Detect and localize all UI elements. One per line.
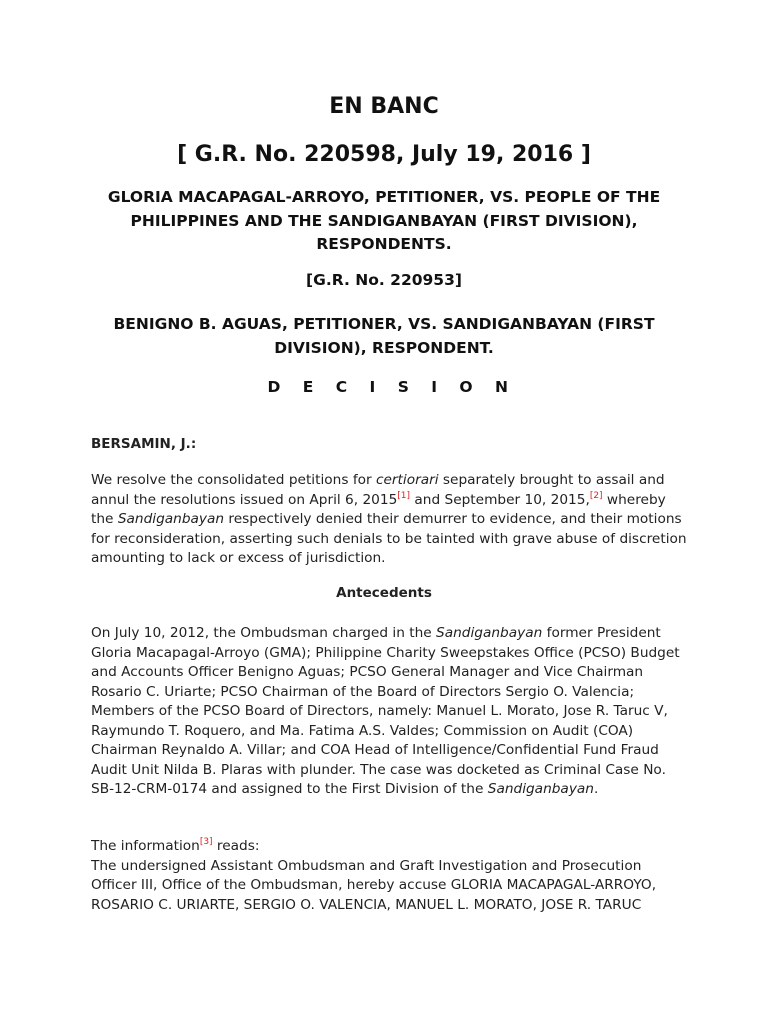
case-parties-2: BENIGNO B. AGUAS, PETITIONER, VS. SANDIGANBAYAN (FIRST DIVISION), RESPONDENT. <box>113 315 655 357</box>
information-text: The undersigned Assistant Ombudsman and Graft Investigation and Prosecution Officer III, Office of the Ombudsman, hereby accuse GLORIA MACAPAGAL-ARROYO, ROSARIO C. URIARTE, SERGIO O. VALENCIA, MANUEL L. MORATO, JOSE R. TARUC <box>91 857 657 913</box>
text-span: and September 10, 2015, <box>410 491 590 508</box>
footnote-link-3[interactable]: [3] <box>199 837 213 847</box>
italic-term: Sandiganbayan <box>117 511 225 527</box>
text-span: whereby the <box>91 491 666 527</box>
italic-term: certiorari <box>375 472 439 488</box>
italic-term: Sandiganbayan <box>436 625 543 641</box>
text-span: On July 10, 2012, the Ombudsman charged in the <box>91 625 437 641</box>
text-span: separately brought to assail and annul the resolutions issued on April 6, 2015 <box>91 472 665 508</box>
case-number: [ G.R. No. 220598, July 19, 2016 ] <box>177 142 591 167</box>
italic-term: Sandiganbayan <box>487 781 594 797</box>
paragraph-intro <box>91 471 691 569</box>
court-heading: EN BANC <box>329 94 439 119</box>
text-span: reads: <box>212 838 260 854</box>
paragraph-information <box>91 837 691 915</box>
text-span: . <box>593 781 599 797</box>
decision-heading: D E C I S I O N <box>267 378 517 396</box>
text-span: The information <box>91 838 200 854</box>
text-span: respectively denied their demurrer to evidence, and their motions for reconsideration, asserting such denials to be tainted with grave abuse of discretion amounting to lack or excess of jurisdiction. <box>91 511 687 566</box>
text-span: former President Gloria Macapagal-Arroyo (GMA); Philippine Charity Sweepstakes Office (PCSO) Budget and Accounts Officer Benigno Aguas; PCSO General Manager and Vice Chairman Rosario C. Uriarte; PCSO Chairman of the Board of Directors Sergio O. Valencia; Members of the PCSO Board of Directors, namely: Manuel L. Morato, Jose R. Taruc V, Raymundo T. Roquero, and Ma. Fatima A.S. Valdes; Commission on Audit (COA) Chairman Reynaldo A. Villar; and COA Head of Intelligence/Confidential Fund Fraud Audit Unit Nilda B. Plaras with plunder. The case was docketed as Criminal Case No. SB-12-CRM-0174 and assigned to the First Division of the <box>91 625 680 797</box>
footnote-link-2[interactable]: [2] <box>589 490 603 501</box>
case-parties-1: GLORIA MACAPAGAL-ARROYO, PETITIONER, VS. PEOPLE OF THE PHILIPPINES AND THE SANDIGANBAYAN (FIRST DIVISION), RESPONDENTS. <box>107 188 661 253</box>
ponente: BERSAMIN, J.: <box>91 436 197 452</box>
paragraph-antecedents <box>91 624 691 800</box>
section-title: Antecedents <box>336 585 432 601</box>
text-span: We resolve the consolidated petitions for <box>91 472 376 488</box>
footnote-link-1[interactable]: [1] <box>397 490 411 501</box>
case-number-2: [G.R. No. 220953] <box>306 271 462 289</box>
